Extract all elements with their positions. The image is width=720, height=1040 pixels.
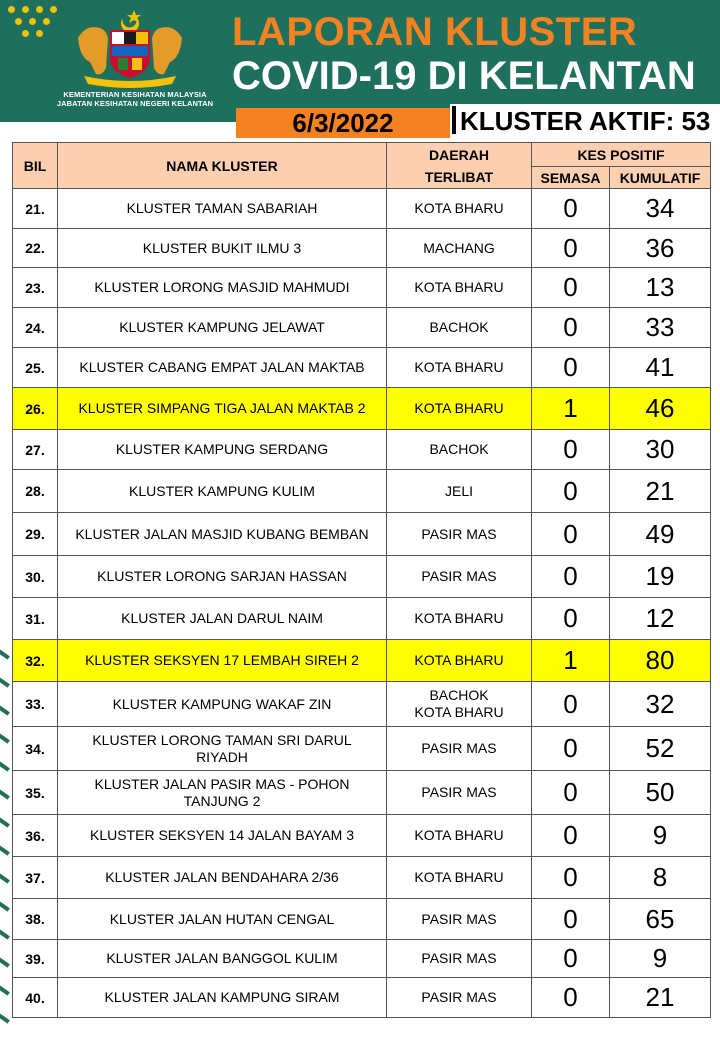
row-bil: 40. [13, 978, 58, 1018]
row-district: PASIR MAS [387, 771, 532, 815]
table-row [13, 640, 711, 682]
row-bil: 32. [13, 640, 58, 682]
table-row [13, 940, 711, 978]
row-semasa: 0 [532, 899, 610, 940]
ministry-line-2: JABATAN KESIHATAN NEGERI KELANTAN [56, 99, 214, 108]
title-line-2: COVID-19 DI KELANTAN [232, 54, 696, 98]
row-cluster-name: KLUSTER JALAN HUTAN CENGAL [58, 899, 387, 940]
column-header-daerah [387, 143, 532, 189]
row-semasa: 0 [532, 430, 610, 470]
row-district: BACHOK [387, 430, 532, 470]
row-kumulatif: 21 [610, 470, 711, 513]
row-cluster-name: KLUSTER KAMPUNG WAKAF ZIN [58, 682, 387, 727]
row-bil: 26. [13, 388, 58, 430]
row-bil: 25. [13, 348, 58, 388]
row-kumulatif: 30 [610, 430, 711, 470]
row-semasa: 0 [532, 268, 610, 308]
row-bil: 35. [13, 771, 58, 815]
row-cluster-name: KLUSTER TAMAN SABARIAH [58, 189, 387, 229]
row-district: PASIR MAS [387, 899, 532, 940]
active-cluster-label: KLUSTER AKTIF: 53 [460, 106, 711, 136]
row-cluster-name: KLUSTER LORONG TAMAN SRI DARUL RIYADH [58, 727, 387, 771]
row-semasa: 0 [532, 189, 610, 229]
row-kumulatif: 32 [610, 682, 711, 727]
row-semasa: 0 [532, 598, 610, 640]
table-row [13, 771, 711, 815]
row-kumulatif: 80 [610, 640, 711, 682]
table-row [13, 556, 711, 598]
row-cluster-name: KLUSTER KAMPUNG KULIM [58, 470, 387, 513]
row-kumulatif: 52 [610, 727, 711, 771]
table-row [13, 978, 711, 1018]
cluster-table [12, 142, 711, 1018]
table-row [13, 682, 711, 727]
column-header-semasa: SEMASA [532, 167, 610, 189]
row-kumulatif: 49 [610, 513, 711, 556]
table-row [13, 430, 711, 470]
column-header-nama-kluster: NAMA KLUSTER [58, 143, 387, 189]
row-cluster-name: KLUSTER JALAN DARUL NAIM [58, 598, 387, 640]
row-semasa: 0 [532, 771, 610, 815]
row-semasa: 0 [532, 556, 610, 598]
table-row [13, 727, 711, 771]
row-semasa: 0 [532, 308, 610, 348]
row-kumulatif: 65 [610, 899, 711, 940]
row-semasa: 0 [532, 940, 610, 978]
column-header-kes-positif: KES POSITIF [532, 143, 711, 167]
column-header-kumulatif: KUMULATIF [610, 167, 711, 189]
title-line-1: LAPORAN KLUSTER [232, 10, 638, 54]
row-bil: 23. [13, 268, 58, 308]
row-district: PASIR MAS [387, 556, 532, 598]
row-district: KOTA BHARU [387, 598, 532, 640]
row-kumulatif: 8 [610, 857, 711, 899]
row-kumulatif: 21 [610, 978, 711, 1018]
row-district: KOTA BHARU [387, 268, 532, 308]
table-body [13, 189, 711, 1018]
table-row [13, 229, 711, 268]
row-bil: 36. [13, 815, 58, 857]
decorative-dots [8, 6, 68, 46]
row-cluster-name: KLUSTER LORONG SARJAN HASSAN [58, 556, 387, 598]
row-kumulatif: 41 [610, 348, 711, 388]
row-semasa: 0 [532, 682, 610, 727]
row-cluster-name: KLUSTER SIMPANG TIGA JALAN MAKTAB 2 [58, 388, 387, 430]
row-cluster-name: KLUSTER CABANG EMPAT JALAN MAKTAB [58, 348, 387, 388]
column-header-bil: BIL [13, 143, 58, 189]
daerah-header-line-1: DAERAH [429, 146, 489, 163]
table-row [13, 189, 711, 229]
row-cluster-name: KLUSTER SEKSYEN 17 LEMBAH SIREH 2 [58, 640, 387, 682]
row-semasa: 0 [532, 815, 610, 857]
row-kumulatif: 9 [610, 940, 711, 978]
row-district: BACHOK [387, 308, 532, 348]
table-row [13, 268, 711, 308]
row-district: BACHOK KOTA BHARU [387, 682, 532, 727]
row-district: PASIR MAS [387, 513, 532, 556]
row-bil: 33. [13, 682, 58, 727]
decorative-stripes [0, 640, 12, 1040]
row-bil: 38. [13, 899, 58, 940]
table-row [13, 470, 711, 513]
row-district: PASIR MAS [387, 727, 532, 771]
malaysia-coat-of-arms-icon [60, 8, 200, 90]
row-district: PASIR MAS [387, 978, 532, 1018]
table-row [13, 308, 711, 348]
row-district: KOTA BHARU [387, 815, 532, 857]
row-cluster-name: KLUSTER JALAN MASJID KUBANG BEMBAN [58, 513, 387, 556]
table-row [13, 857, 711, 899]
row-bil: 21. [13, 189, 58, 229]
row-cluster-name: KLUSTER JALAN BANGGOL KULIM [58, 940, 387, 978]
table-row [13, 598, 711, 640]
row-kumulatif: 13 [610, 268, 711, 308]
row-kumulatif: 50 [610, 771, 711, 815]
row-kumulatif: 19 [610, 556, 711, 598]
row-semasa: 0 [532, 229, 610, 268]
daerah-header-line-2: TERLIBAT [424, 168, 494, 185]
row-kumulatif: 9 [610, 815, 711, 857]
row-district: MACHANG [387, 229, 532, 268]
row-semasa: 0 [532, 470, 610, 513]
row-bil: 31. [13, 598, 58, 640]
row-district: JELI [387, 470, 532, 513]
row-semasa: 0 [532, 978, 610, 1018]
row-semasa: 0 [532, 348, 610, 388]
row-district: KOTA BHARU [387, 640, 532, 682]
table-row [13, 815, 711, 857]
row-bil: 22. [13, 229, 58, 268]
row-district: KOTA BHARU [387, 189, 532, 229]
active-cluster-count [450, 104, 720, 138]
row-semasa: 0 [532, 727, 610, 771]
row-bil: 28. [13, 470, 58, 513]
ministry-line-1: KEMENTERIAN KESIHATAN MALAYSIA [63, 90, 207, 99]
row-kumulatif: 33 [610, 308, 711, 348]
separator-bar [452, 106, 456, 134]
row-cluster-name: KLUSTER SEKSYEN 14 JALAN BAYAM 3 [58, 815, 387, 857]
row-district: PASIR MAS [387, 940, 532, 978]
row-semasa: 0 [532, 857, 610, 899]
row-cluster-name: KLUSTER KAMPUNG SERDANG [58, 430, 387, 470]
row-kumulatif: 34 [610, 189, 711, 229]
row-district: KOTA BHARU [387, 348, 532, 388]
row-cluster-name: KLUSTER BUKIT ILMU 3 [58, 229, 387, 268]
row-cluster-name: KLUSTER JALAN PASIR MAS - POHON TANJUNG 2 [58, 771, 387, 815]
row-district: KOTA BHARU [387, 857, 532, 899]
ministry-name [40, 90, 230, 108]
table-row [13, 388, 711, 430]
row-semasa: 0 [532, 513, 610, 556]
report-date: 6/3/2022 [236, 108, 450, 138]
row-bil: 27. [13, 430, 58, 470]
row-cluster-name: KLUSTER KAMPUNG JELAWAT [58, 308, 387, 348]
row-district: KOTA BHARU [387, 388, 532, 430]
row-kumulatif: 36 [610, 229, 711, 268]
table-row [13, 513, 711, 556]
row-cluster-name: KLUSTER JALAN BENDAHARA 2/36 [58, 857, 387, 899]
row-cluster-name: KLUSTER JALAN KAMPUNG SIRAM [58, 978, 387, 1018]
row-cluster-name: KLUSTER LORONG MASJID MAHMUDI [58, 268, 387, 308]
table-row [13, 899, 711, 940]
row-kumulatif: 46 [610, 388, 711, 430]
table-row [13, 348, 711, 388]
row-kumulatif: 12 [610, 598, 711, 640]
row-semasa: 1 [532, 388, 610, 430]
row-bil: 30. [13, 556, 58, 598]
row-bil: 34. [13, 727, 58, 771]
row-bil: 29. [13, 513, 58, 556]
row-bil: 39. [13, 940, 58, 978]
row-bil: 37. [13, 857, 58, 899]
row-bil: 24. [13, 308, 58, 348]
row-semasa: 1 [532, 640, 610, 682]
